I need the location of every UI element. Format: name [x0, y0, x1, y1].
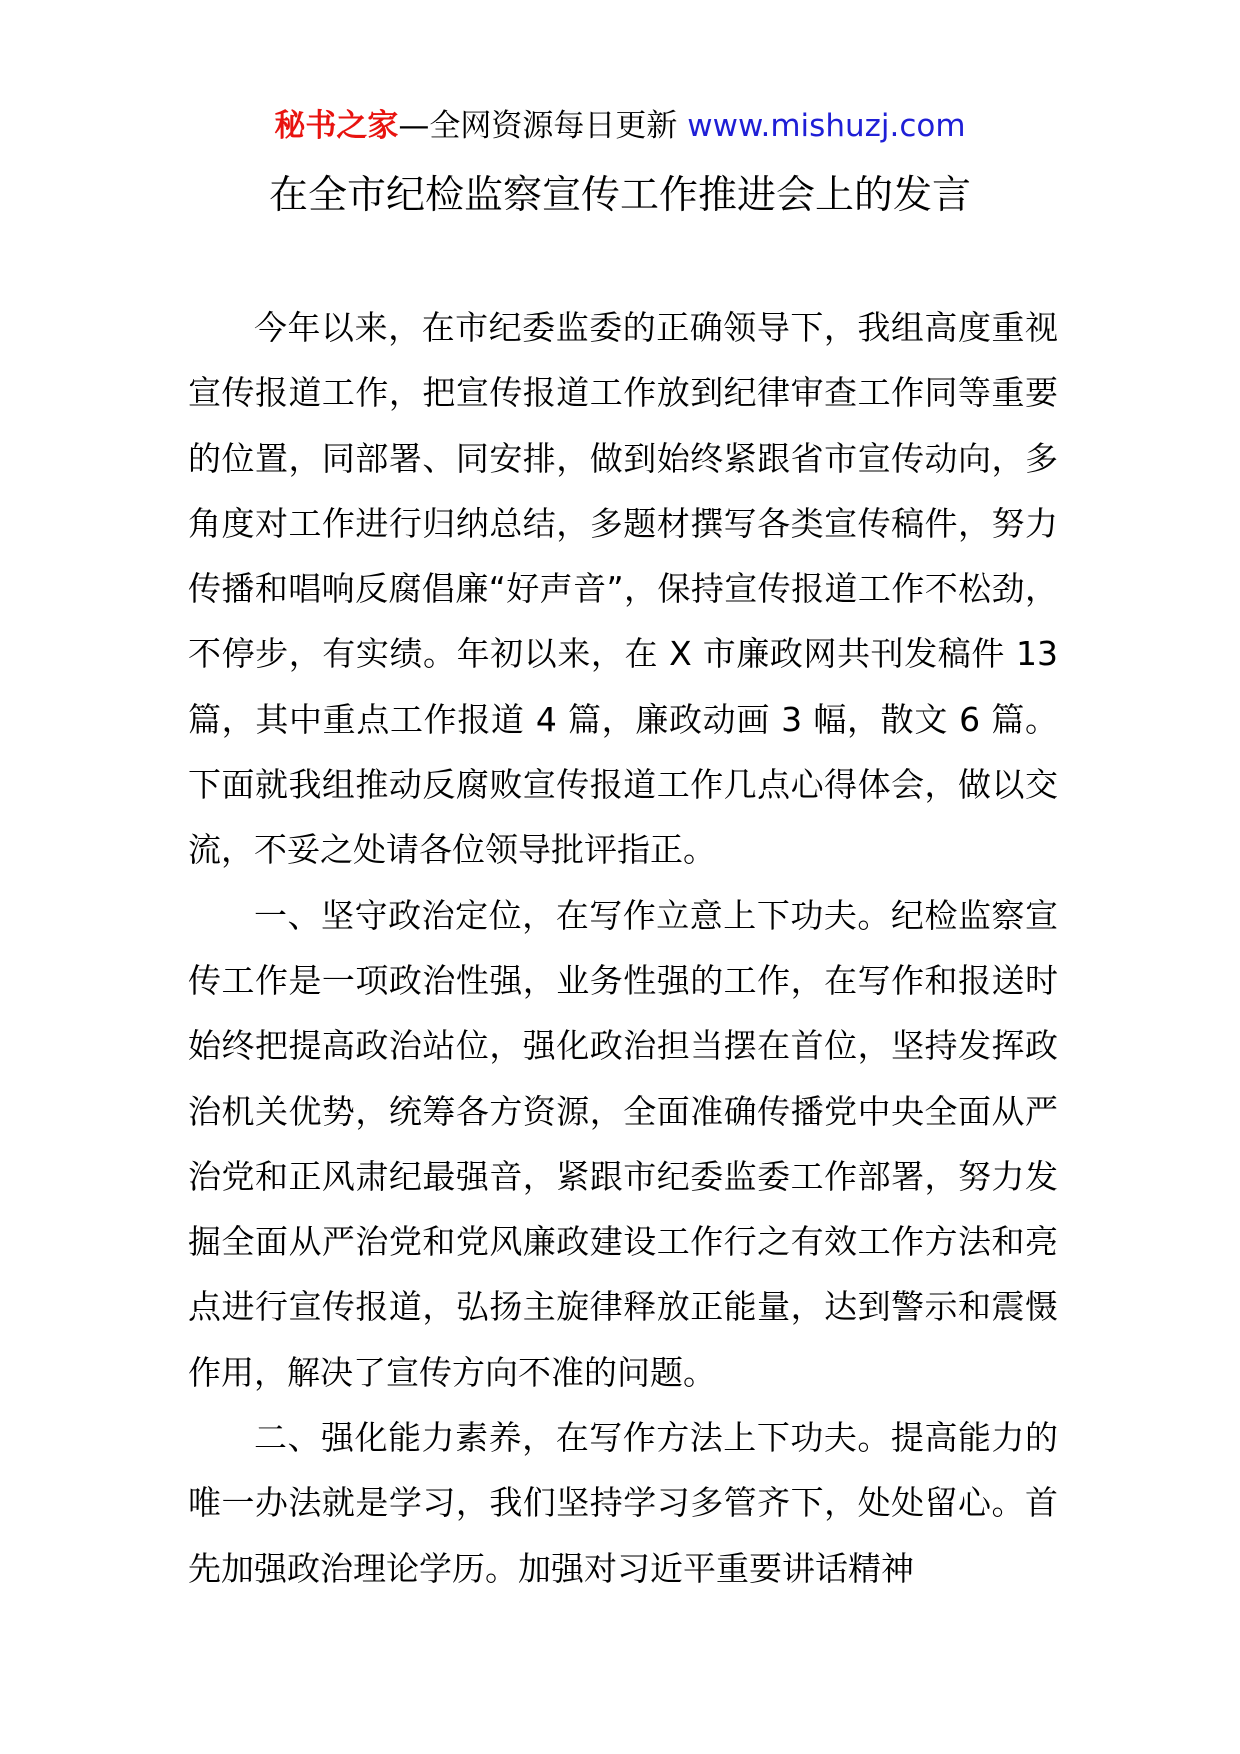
header-banner	[0, 104, 1240, 148]
header-brand: 秘书之家	[274, 108, 399, 144]
paragraph-intro-text: 今年以来，在市纪委监委的正确领导下，我组高度重视宣传报道工作，把宣传报道工作放到纪律审查工作同等重要的位置，同部署、同安排，做到始终紧跟省市宣传动向，多角度对工作进行归纳总结，多题材撰写各类宣传稿件，努力传播和唱响反腐倡廉“好声音”，保持宣传报道工作不松劲，不停步，有实绩。年初以来，在 X 市廉政网共刊发稿件 13 篇，其中重点工作报道 4 篇，廉政动画 3 幅，散文 6 篇。下面就我组推动反腐败宣传报道工作几点心得体会，做以交流，不妥之处请各位领导批评指正。	[188, 308, 1058, 870]
document-body	[188, 295, 1058, 1601]
section-one-heading: 一、坚守政治定位，在写作立意上下功夫。	[254, 895, 891, 935]
paragraph-intro	[188, 295, 1058, 883]
header-url-link[interactable]: www.mishuzj.com	[687, 108, 966, 144]
section-one-text: 纪检监察宣传工作是一项政治性强，业务性强的工作，在写作和报送时始终把提高政治站位，强化政治担当摆在首位，坚持发挥政治机关优势，统筹各方资源，全面准确传播党中央全面从严治党和正风肃纪最强音，紧跟市纪委监委工作部署，努力发掘全面从严治党和党风廉政建设工作行之有效工作方法和亮点进行宣传报道，弘扬主旋律释放正能量，达到警示和震慑作用，解决了宣传方向不准的问题。	[188, 895, 1059, 1392]
section-two-text: 提高能力的唯一办法就是学习，我们坚持学习多管齐下，处处留心。首先加强政治理论学历。加强对习近平重要讲话精神	[188, 1418, 1059, 1588]
document-title: 在全市纪检监察宣传工作推进会上的发言	[268, 173, 971, 218]
paragraph-section-one	[188, 883, 1058, 1405]
paragraph-section-two	[188, 1405, 1058, 1601]
header-tagline: —全网资源每日更新	[398, 108, 678, 144]
section-two-heading: 二、强化能力素养，在写作方法上下功夫。	[254, 1418, 891, 1458]
